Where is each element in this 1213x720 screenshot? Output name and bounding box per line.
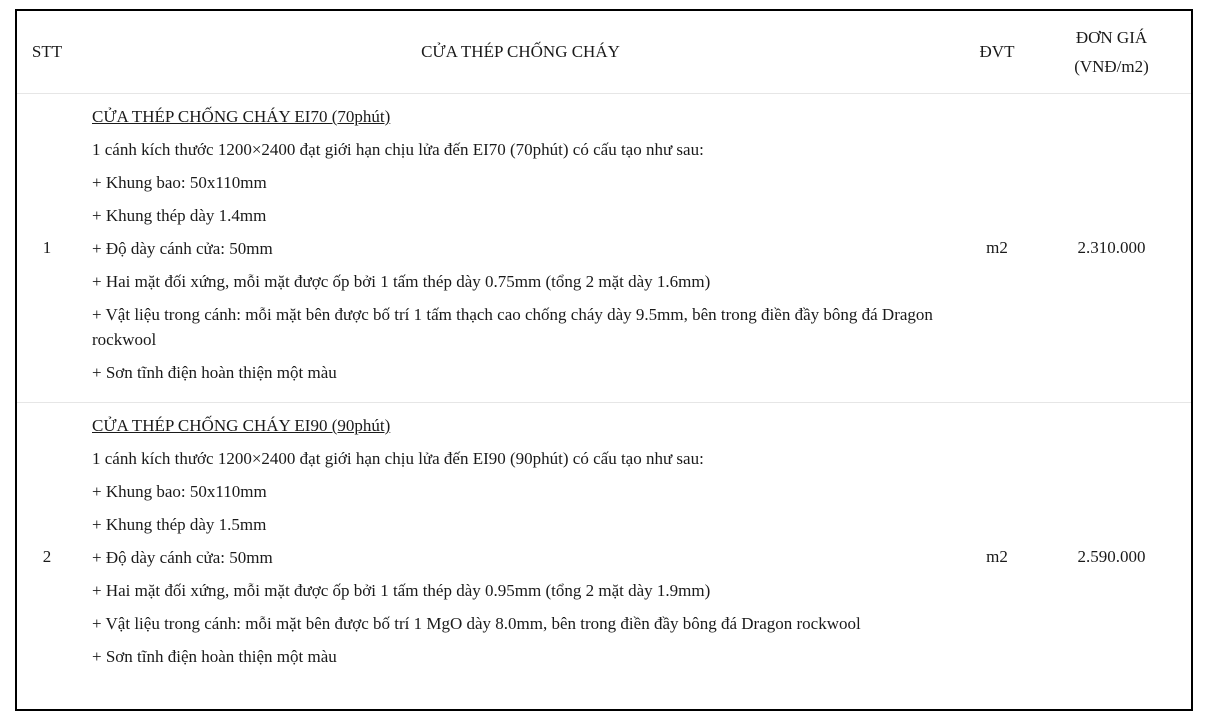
spec-item: + Khung bao: 50x110mm xyxy=(92,482,267,501)
spec-item: + Độ dày cánh cửa: 50mm xyxy=(92,548,273,567)
table-row xyxy=(17,93,1191,403)
row-description xyxy=(92,413,952,677)
header-price xyxy=(1030,11,1193,93)
row-description xyxy=(92,104,952,393)
row-price: 2.310.000 xyxy=(1077,237,1146,257)
row-unit: m2 xyxy=(986,546,1008,566)
row-stt: 2 xyxy=(42,546,52,566)
spec-item: + Khung thép dày 1.5mm xyxy=(92,515,267,534)
spec-item: + Vật liệu trong cánh: mỗi mặt bên được bố trí 1 MgO dày 8.0mm, bên trong điền đầy bông đá Dragon rockwool xyxy=(92,614,861,633)
product-intro: 1 cánh kích thước 1200×2400 đạt giới hạn chịu lửa đến EI90 (90phút) có cấu tạo như sau: xyxy=(92,449,704,468)
spec-item: + Sơn tĩnh điện hoàn thiện một màu xyxy=(92,647,337,666)
product-intro: 1 cánh kích thước 1200×2400 đạt giới hạn chịu lửa đến EI70 (70phút) có cấu tạo như sau: xyxy=(92,140,704,159)
product-title: CỬA THÉP CHỐNG CHÁY EI90 (90phút) xyxy=(92,416,391,435)
spec-item: + Hai mặt đối xứng, mỗi mặt được ốp bởi 1 tấm thép dày 0.95mm (tổng 2 mặt dày 1.9mm) xyxy=(92,581,711,600)
table-header xyxy=(17,11,1191,94)
table-row xyxy=(17,402,1191,711)
row-unit: m2 xyxy=(986,237,1008,257)
spec-item: + Vật liệu trong cánh: mỗi mặt bên được bố trí 1 tấm thạch cao chống cháy dày 9.5mm, bên trong điền đầy bông đá Dragon rockwool xyxy=(92,305,933,349)
row-price: 2.590.000 xyxy=(1077,546,1146,566)
spec-item: + Sơn tĩnh điện hoàn thiện một màu xyxy=(92,363,337,382)
spec-item: + Khung bao: 50x110mm xyxy=(92,173,267,192)
header-description: CỬA THÉP CHỐNG CHÁY xyxy=(421,42,620,61)
header-stt: STT xyxy=(31,42,63,61)
spec-item: + Độ dày cánh cửa: 50mm xyxy=(92,239,273,258)
header-unit: ĐVT xyxy=(979,42,1015,61)
header-price-line1: ĐƠN GIÁ xyxy=(1075,28,1148,47)
product-title: CỬA THÉP CHỐNG CHÁY EI70 (70phút) xyxy=(92,107,391,126)
price-table xyxy=(15,9,1193,711)
spec-item: + Khung thép dày 1.4mm xyxy=(92,206,267,225)
row-stt: 1 xyxy=(42,237,52,257)
header-price-line2: (VNĐ/m2) xyxy=(1074,57,1149,76)
spec-item: + Hai mặt đối xứng, mỗi mặt được ốp bởi 1 tấm thép dày 0.75mm (tổng 2 mặt dày 1.6mm) xyxy=(92,272,711,291)
